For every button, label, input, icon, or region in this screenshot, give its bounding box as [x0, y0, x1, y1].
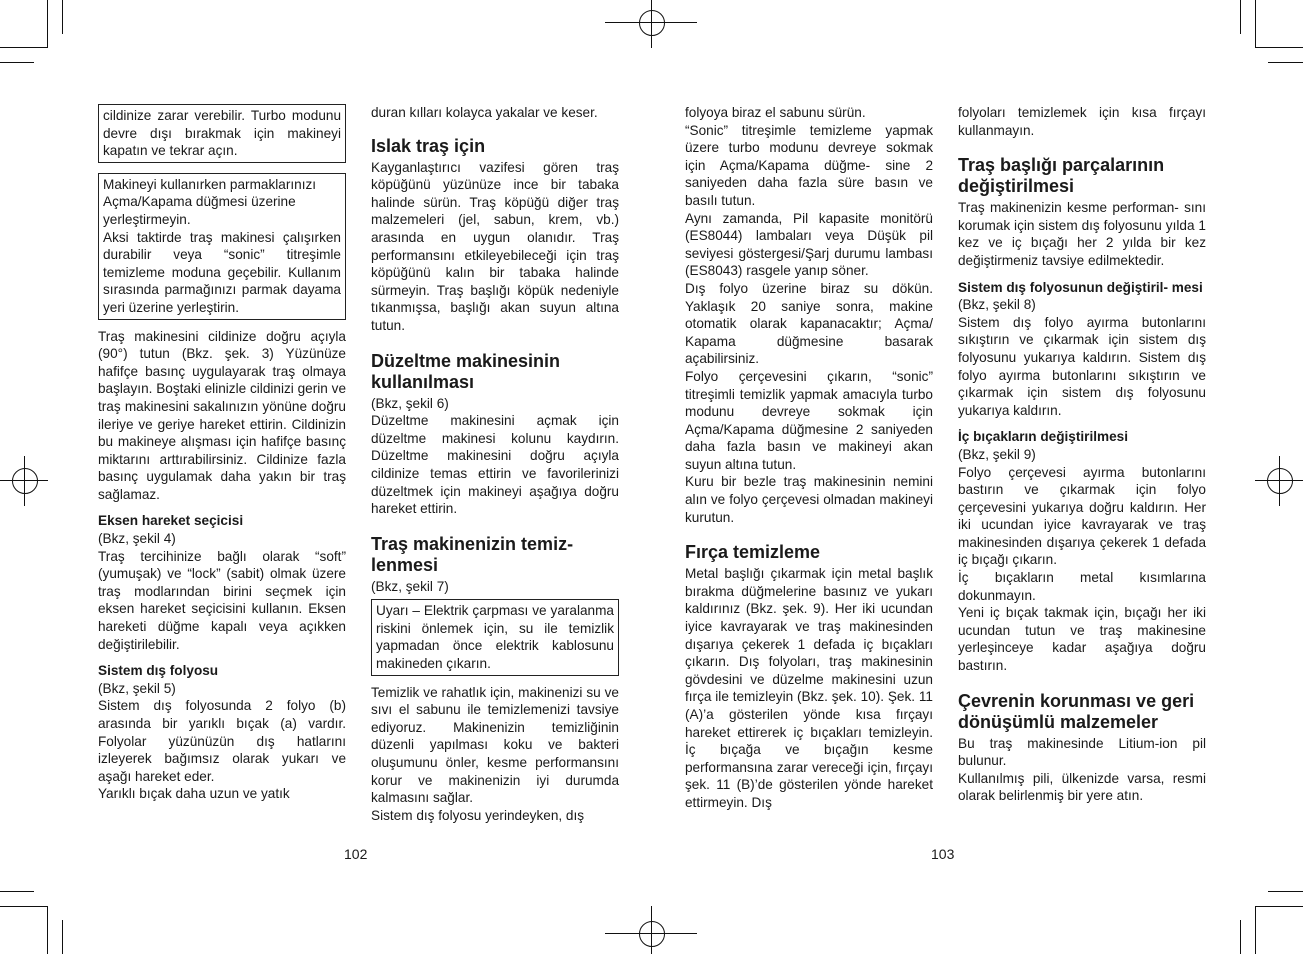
- page-number-right: 103: [931, 846, 955, 862]
- paragraph: Bu traş makinesinde Litium-ion pil bulunur.: [958, 735, 1206, 769]
- subheading: Sistem dış folyosunun değiştiril- mesi: [958, 279, 1203, 295]
- paragraph: Temizlik ve rahatlık için, makinenizi su ve sıvı el sabunu ile temizlemenizi tavsiye ediyoruz. Makinenizin temizliğinin düzenli yapılması koku ve bakteri oluşumunu önler, kesme performansını korur ve makinenizin iyi durumda kalmasını sağlar.: [371, 684, 619, 806]
- paragraph: duran kılları kolayca yakalar ve keser.: [371, 105, 598, 120]
- paragraph: Yeni iç bıçak takmak için, bıçağı her iki ucundan tutun ve traş makinesine yerleşinceye kadar aşağıya doğru bastırın.: [958, 605, 1206, 674]
- subheading: Eksen hareket seçicisi: [98, 513, 244, 529]
- paragraph: Dış folyo üzerine biraz su dökün. Yaklaşık 20 saniye sonra, makine otomatik olarak kapanacaktır; Açma/ Kapama düğmesine basarak açabilirsiniz.: [685, 280, 933, 367]
- paragraph: Traş makinenizin kesme performan- sını korumak için sistem dış folyosunu yılda 1 kez ve iç bıçağı her 2 yılda bir kez değiştirmeniz tavsiye edilmektedir.: [958, 200, 1206, 268]
- paragraph: Kullanılmış pili, ülkenizde varsa, resmi olarak belirlenmiş bir yere atın.: [958, 770, 1206, 804]
- note-text: Aksi taktirde traş makinesi çalışırken durabilir veya “sonic” titreşimle temizleme moduna geçebilir. Kullanım sırasında parmağınızı parmak dayama yeri üzerine yerleştirin.: [103, 229, 341, 315]
- paragraph: Sistem dış folyo ayırma butonlarını sıkıştırın ve çıkarmak için sistem dış folyosunu yukarıya kaldırın. Sistem dış folyo ayırma butonlarını sıkıştırın ve çıkarmak için sistem dış folyosunu yukarıya kaldırın.: [958, 314, 1206, 418]
- paragraph: İç bıçakların metal kısımlarına dokunmayın.: [958, 570, 1206, 603]
- paragraph: folyoya biraz el sabunu sürün.: [685, 105, 866, 120]
- figure-ref: (Bkz, şekil 8): [958, 297, 1036, 313]
- figure-ref: (Bkz, şekil 4): [98, 531, 176, 547]
- paragraph: Folyo çerçevesini çıkarın, “sonic” titreşimli temizlik yapmak amacıyla turbo modunu devreye sokmak için Açma/Kapama düğmesine 2 saniyeden daha fazla basın ve makineyi akan suyun altına tutun.: [685, 368, 933, 472]
- page-number-left: 102: [344, 846, 368, 862]
- section-heading: Fırça temizleme: [685, 542, 821, 563]
- paragraph: Traş makinesini cildinize doğru açıyla (90°) tutun (Bkz. şek. 3) Yüzünüze hafifçe basınç uygulayarak traş olmaya başlayın. Boştaki elinizle cildinizi gerin ve traş makinesini sakalınızın yönüne doğru ileriye ve geriye hareket ettirin. Cildinizin bu makineye alışması için hafifçe basınç miktarını arttırabilirsiniz. Cildinize fazla basınç uygulamak daha yakın bir traş sağlamaz.: [98, 328, 346, 502]
- section-heading: Traş makinenizin temiz- lenmesi: [371, 533, 574, 575]
- paragraph: Traş tercihinize bağlı olarak “soft” (yumuşak) ve “lock” (sabit) olmak üzere traş modlarından birini seçmek için eksen hareket seçicisini kullanın. Eksen hareketi düğme kapalı veya açıkken değiştirilebilir.: [98, 548, 346, 652]
- column-1: [98, 104, 346, 803]
- note-text: Makineyi kullanırken parmaklarınızı Açma/Kapama düğmesi üzerine yerleştirmeyin.: [103, 176, 317, 227]
- paragraph: Folyo çerçevesi ayırma butonlarını bastırın ve çıkarmak için folyo çerçevesini yukarıya doğru kaldırın. Her iki ucundan iyice kavrayarak ve traş makinesinden dışarıya çekerek 1 defada iç bıçağı çıkarın.: [958, 464, 1206, 568]
- subheading: İç bıçakların değiştirilmesi: [958, 429, 1128, 445]
- note-text: cildinize zarar verebilir. Turbo modunu devre dışı bırakmak için makineyi kapatın ve tekrar açın.: [103, 108, 341, 159]
- paragraph: Yarıklı bıçak daha uzun ve yatık: [98, 786, 290, 802]
- figure-ref: (Bkz, şekil 5): [98, 680, 176, 696]
- paragraph: Aynı zamanda, Pil kapasite monitörü (ES8044) lambaları veya Düşük pil seviyesi göstergesi/Şarj durumu lambası (ES8043) rasgele yanıp söner.: [685, 210, 933, 279]
- paragraph: folyoları temizlemek için kısa fırçayı kullanmayın.: [958, 105, 1206, 138]
- column-2: [371, 104, 619, 824]
- figure-ref: (Bkz, şekil 7): [371, 578, 449, 594]
- note-box-turbo: [98, 104, 346, 163]
- paragraph: Kayganlaştırıcı vazifesi gören traş köpüğünü yüzünüze ince bir tabaka halinde sürün. Traş köpüğü diğer traş malzemeleri (jel, sabun, krem, vb.) arasında en uygun olanıdır. Traş performansını etkileyebileceği için traş köpüğünü kalın bir tabaka halinde sürmeyin. Traş başlığı köpük nedeniyle tıkanmışsa, başlığı akan suyun altına tutun.: [371, 159, 619, 333]
- section-heading: Çevrenin korunması ve geri dönüşümlü malzemeler: [958, 690, 1195, 732]
- figure-ref: (Bkz, şekil 6): [371, 395, 449, 411]
- paragraph: Sistem dış folyosunda 2 folyo (b) arasında bir yarıklı bıçak (a) vardır. Folyolar yüzünüzün dış hatlarını izleyerek bağımsız olarak yukarı ve aşağı hareket eder.: [98, 698, 346, 784]
- column-4: [958, 104, 1206, 805]
- paragraph: “Sonic” titreşimle temizleme yapmak üzere turbo modunu devreye sokmak için Açma/Kapama düğme- sine 2 saniyeden daha fazla süre basın ve basılı tutun.: [685, 122, 933, 208]
- warning-box: [371, 599, 619, 675]
- subheading: Sistem dış folyosu: [98, 663, 219, 679]
- warning-text: Uyarı – Elektrik çarpması ve yaralanma riskini önlemek için, su ile temizlik yapmadan önce elektrik kablosunu makineden çıkarın.: [376, 603, 614, 672]
- section-heading: Islak traş için: [371, 135, 486, 156]
- figure-ref: (Bkz, şekil 9): [958, 446, 1036, 462]
- paragraph: Sistem dış folyosu yerindeyken, dış: [371, 807, 585, 823]
- section-heading: Düzeltme makinesinin kullanılması: [371, 350, 561, 392]
- paragraph: Düzeltme makinesini açmak için düzeltme makinesi kolunu kaydırın. Düzeltme makinesini doğru açıyla cildinize temas ettirin ve favorilerinizi düzeltmek için makineyi aşağıya doğru hareket ettirin.: [371, 413, 619, 517]
- column-3: [685, 104, 933, 812]
- note-box-finger: [98, 173, 346, 320]
- paragraph: Metal başlığı çıkarmak için metal başlık bırakma düğmelerine basınız ve yukarı kaldırınız (Bkz. şek. 9). Her iki ucundan iyice kavrayarak ve traş makinesinden dışarıya çekerek 1 defada iç bıçakları çıkarın. Dış folyoları, traş makinesinin gövdesini ve düzelme makinesini uzun fırça ile temizleyin (Bkz. şek. 10). Şek. 11 (A)’a gösterilen yönde kısa fırçayı hareket ettirerek iç bıçakları temizleyin. İç bıçağa ve bıçağın kesme performansına zarar vereceği için, fırçayı şek. 11 (B)’de gösterilen yönde hareket ettirmeyin. Dış: [685, 566, 933, 810]
- section-heading: Traş başlığı parçalarının değiştirilmesi: [958, 155, 1165, 197]
- paragraph: Kuru bir bezle traş makinesinin nemini alın ve folyo çerçevesi olmadan makineyi kurutun.: [685, 474, 933, 525]
